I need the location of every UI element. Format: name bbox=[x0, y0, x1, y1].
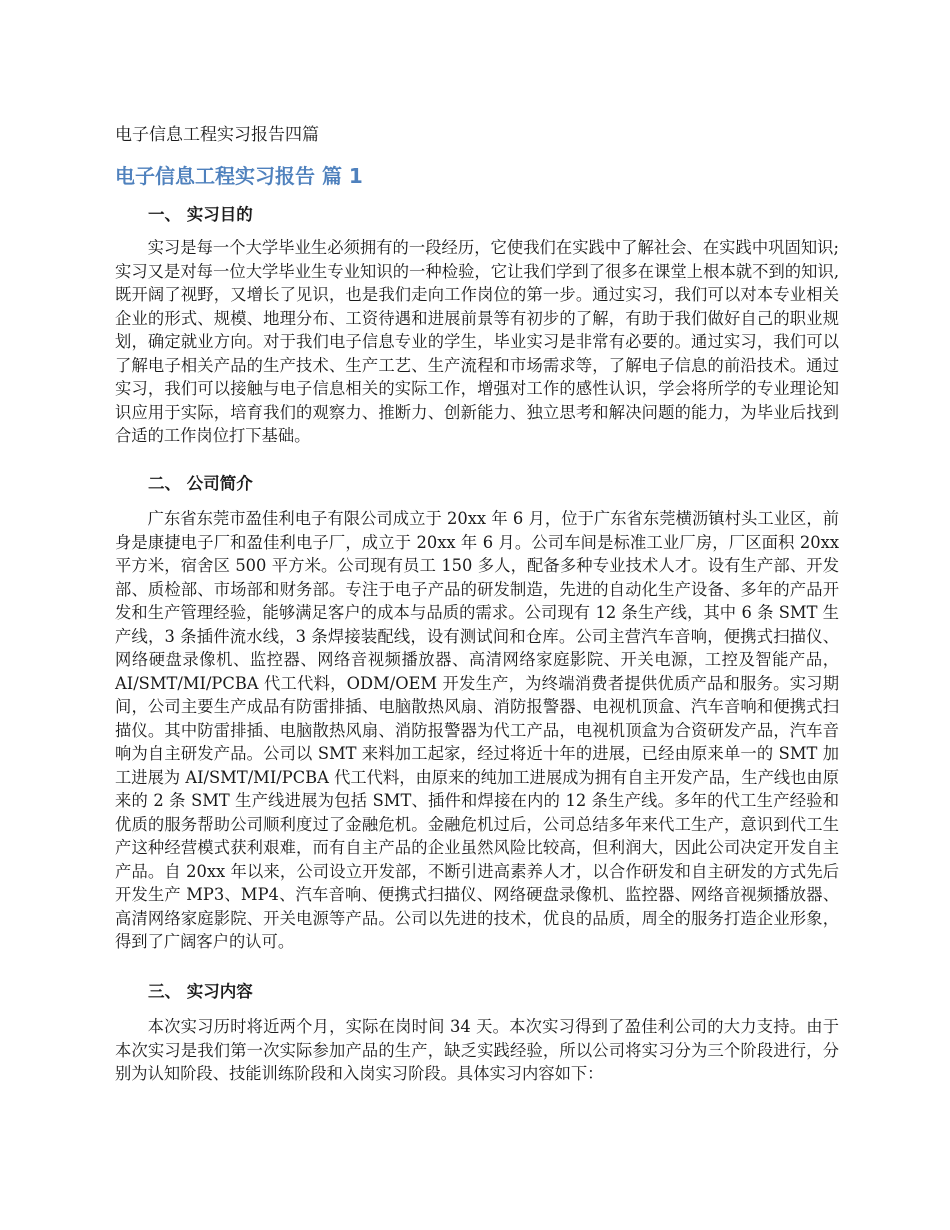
subheading-company-profile: 二、 公司简介 bbox=[148, 474, 253, 493]
paragraph-company-profile: 广东省东莞市盈佳利电子有限公司成立于 20xx 年 6 月，位于广东省东莞横沥镇村头工业区，前身是康捷电子厂和盈佳利电子厂，成立于 20xx 年 6 月。公司车间是标准工业厂房，厂区面积 20xx 平方米，宿舍区 500 平方米。公司现有员工 150 多人，配备多种专业技术人才。设有生产部、开发部、质检部、市场部和财务部。专注于电子产品的研发制造，先进的自动化生产设备、多年的产品开发和生产管理经验，能够满足客户的成本与品质的需求。公司现有 12 条生产线，其中 6 条 SMT 生产线，3 条插件流水线，3 条焊接装配线，设有测试间和仓库。公司主营汽车音响，便携式扫描仪、网络硬盘录像机、监控器、网络音视频播放器、高清网络家庭影院、开关电源，工控及智能产品，AI/SMT/MI/PCBA 代工代料，ODM/OEM 开发生产，为终端消费者提供优质产品和服务。实习期间，公司主要生产成品有防雷排插、电脑散热风扇、消防报警器、电视机顶盒、汽车音响和便携式扫描仪。其中防雷排插、电脑散热风扇、消防报警器为代工产品，电视机顶盒为合资研发产品，汽车音响为自主研发产品。公司以 SMT 来料加工起家，经过将近十年的进展，已经由原来单一的 SMT 加工进展为 AI/SMT/MI/PCBA 代工代料，由原来的纯加工进展成为拥有自主开发产品，生产线也由原来的 2 条 SMT 生产线进展为包括 SMT、插件和焊接在内的 12 条生产线。多年的代工生产经验和优质的服务帮助公司顺利度过了金融危机。金融危机过后，公司总结多年来代工生产，意识到代工生产这种经营模式获利艰难，而有自主产品的企业虽然风险比较高，但利润大，因此公司决定开发自主产品。自 20xx 年以来，公司设立开发部，不断引进高素养人才，以合作研发和自主研发的方式先后开发生产 MP3、MP4、汽车音响、便携式扫描仪、网络硬盘录像机、监控器、网络音视频播放器、高清网络家庭影院、开关电源等产品。公司以先进的技术，优良的品质，周全的服务打造企业形象，得到了广阔客户的认可。 bbox=[115, 509, 839, 951]
section-heading: 电子信息工程实习报告 篇 1 bbox=[115, 164, 363, 188]
document-title: 电子信息工程实习报告四篇 bbox=[115, 125, 319, 145]
paragraph-internship-content: 本次实习历时将近两个月，实际在岗时间 34 天。本次实习得到了盈佳利公司的大力支持。由于本次实习是我们第一次实际参加产品的生产，缺乏实践经验，所以公司将实习分为三个阶段进行，分别为认知阶段、技能训练阶段和入岗实习阶段。具体实习内容如下： bbox=[115, 1017, 839, 1083]
subheading-internship-purpose: 一、 实习目的 bbox=[148, 205, 253, 224]
paragraph-internship-purpose: 实习是每一个大学毕业生必须拥有的一段经历，它使我们在实践中了解社会、在实践中巩固知识;实习又是对每一位大学毕业生专业知识的一种检验，它让我们学到了很多在课堂上根本就不到的知识,既开阔了视野，又增长了见识，也是我们走向工作岗位的第一步。通过实习，我们可以对本专业相关企业的形式、规模、地理分布、工资待遇和进展前景等有初步的了解，有助于我们做好自己的职业规划，确定就业方向。对于我们电子信息专业的学生，毕业实习是非常有必要的。通过实习，我们可以了解电子相关产品的生产技术、生产工艺、生产流程和市场需求等，了解电子信息的前沿技术。通过实习，我们可以接触与电子信息相关的实际工作，增强对工作的感性认识，学会将所学的专业理论知识应用于实际，培育我们的观察力、推断力、创新能力、独立思考和解决问题的能力，为毕业后找到合适的工作岗位打下基础。 bbox=[115, 238, 839, 445]
subheading-internship-content: 三、 实习内容 bbox=[148, 982, 253, 1001]
